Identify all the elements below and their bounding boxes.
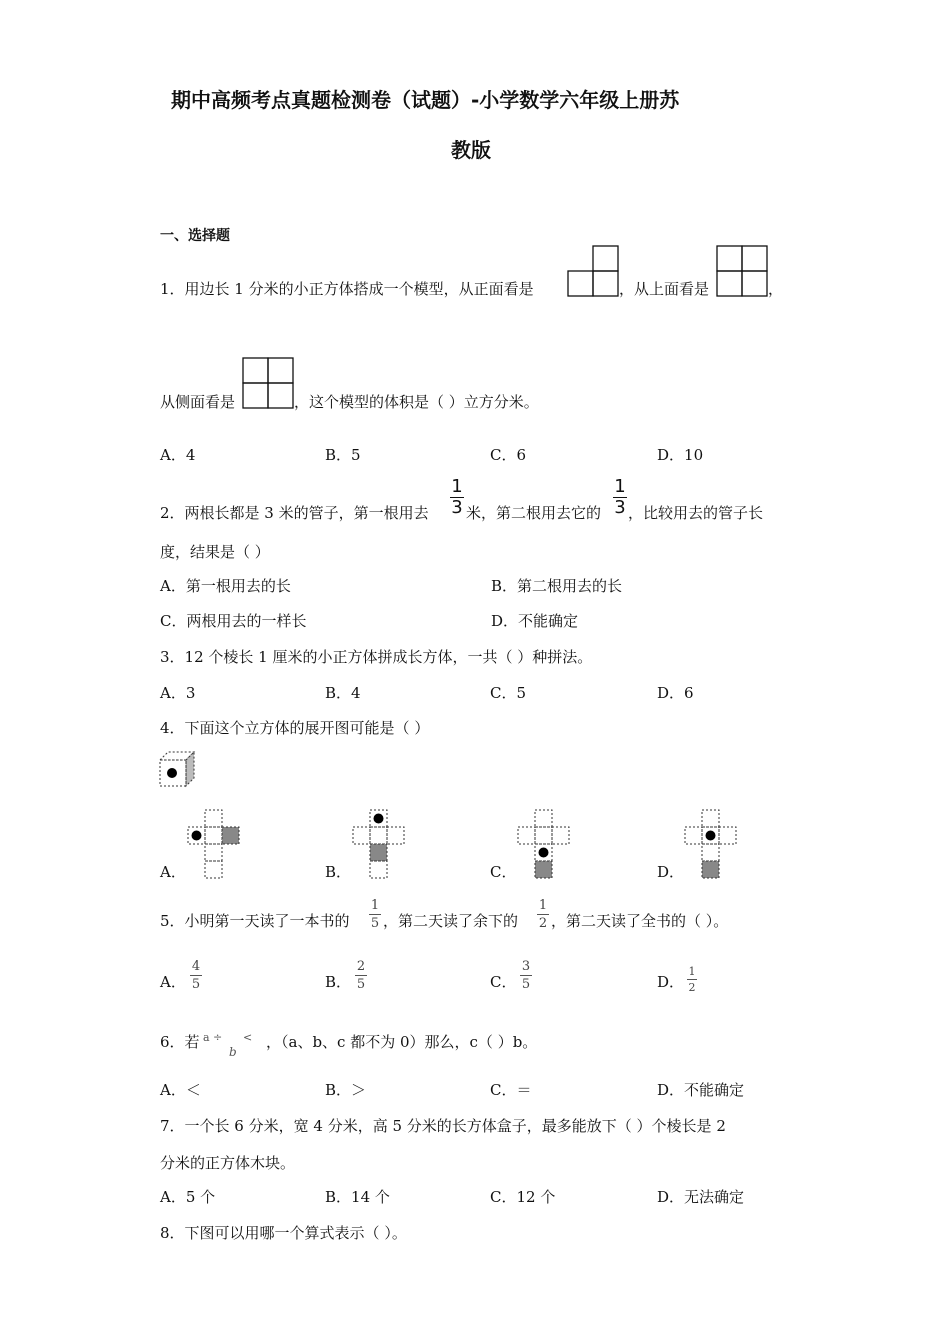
q6-option-c[interactable]: C．＝	[490, 1081, 532, 1099]
q3-option-b[interactable]: B．4	[325, 684, 361, 702]
q5-option-a-num: 4	[191, 959, 201, 974]
q4-option-d[interactable]: D．	[657, 863, 685, 881]
q5-option-d[interactable]: D．	[657, 973, 685, 991]
q6-expr-b: b	[229, 1045, 237, 1059]
side-view-figure	[242, 357, 294, 409]
q2-fraction-1	[450, 478, 464, 517]
q8-text: 8．下图可以用哪一个算式表示（ ）。	[160, 1224, 407, 1242]
q7-option-d[interactable]: D．无法确定	[657, 1188, 745, 1206]
q5-option-a[interactable]: A．	[160, 973, 186, 991]
q3-text: 3．12 个棱长 1 厘米的小正方体拼成长方体，一共（ ）种拼法。	[160, 648, 593, 666]
q1-option-b[interactable]: B．5	[325, 446, 361, 464]
q4-net-c	[516, 809, 572, 879]
q5-text-a: 5．小明第一天读了一本书的	[160, 912, 350, 930]
section-heading: 一、选择题	[160, 228, 230, 244]
q5-option-b-num: 2	[356, 959, 366, 974]
q5-option-b[interactable]: B．	[325, 973, 352, 991]
q5-fraction-1-den: 5	[370, 916, 380, 931]
q5-fraction-1	[369, 899, 381, 930]
q1-text-b: ，从上面看是	[619, 280, 710, 298]
q2-option-a[interactable]: A．第一根用去的长	[160, 577, 291, 595]
q7-option-b[interactable]: B．14 个	[325, 1188, 390, 1206]
q1-text-c: ，	[768, 280, 784, 298]
q1-text-e: ，这个模型的体积是（ ）立方分米。	[294, 393, 539, 411]
q2-fraction-2-num: 1	[614, 476, 626, 497]
q5-option-c[interactable]: C．	[490, 973, 517, 991]
q3-option-a[interactable]: A．3	[160, 684, 196, 702]
q4-net-d	[683, 809, 739, 879]
q1-option-c[interactable]: C．6	[490, 446, 527, 464]
q5-option-a-den: 5	[191, 977, 201, 992]
page-title-line1: 期中高频考点真题检测卷（试题）-小学数学六年级上册苏	[171, 88, 680, 112]
q5-option-b-fraction	[355, 960, 367, 991]
q3-option-c[interactable]: C．5	[490, 684, 527, 702]
q2-option-b[interactable]: B．第二根用去的长	[491, 577, 623, 595]
q3-option-d[interactable]: D．6	[657, 684, 694, 702]
q1-text-d: 从侧面看是	[160, 393, 236, 411]
q6-text-b: ，（a、b、c 都不为 0）那么，c（ ）b。	[266, 1033, 538, 1051]
q4-net-b	[351, 809, 407, 879]
q5-option-c-fraction	[520, 960, 532, 991]
q2-text-c: ，比较用去的管子长	[628, 504, 764, 522]
q4-net-a	[186, 809, 242, 879]
q6-option-d[interactable]: D．不能确定	[657, 1081, 745, 1099]
cube-figure	[158, 750, 198, 788]
q5-option-d-num: 1	[688, 965, 696, 978]
q5-fraction-2	[537, 899, 549, 930]
q5-fraction-1-num: 1	[370, 898, 380, 913]
q6-option-a[interactable]: A．＜	[160, 1081, 201, 1099]
q2-fraction-1-den: 3	[451, 497, 463, 518]
q4-option-a[interactable]: A．	[160, 863, 186, 881]
q4-option-b[interactable]: B．	[325, 863, 352, 881]
q7-option-c[interactable]: C．12 个	[490, 1188, 556, 1206]
q5-fraction-2-den: 2	[538, 916, 548, 931]
q2-text-d: 度，结果是（ ）	[160, 543, 270, 561]
q7-text-a: 7．一个长 6 分米，宽 4 分米，高 5 分米的长方体盒子，最多能放下（ ）个棱长是 2	[160, 1117, 726, 1135]
q5-option-d-fraction	[687, 966, 697, 993]
q5-fraction-2-num: 1	[538, 898, 548, 913]
q5-text-c: ，第二天读了全书的（ ）。	[551, 912, 729, 930]
q2-text-a: 2．两根长都是 3 米的管子，第一根用去	[160, 504, 429, 522]
q5-option-d-den: 2	[688, 981, 696, 994]
q4-option-c[interactable]: C．	[490, 863, 517, 881]
q2-option-d[interactable]: D．不能确定	[491, 612, 579, 630]
q1-text-a: 1．用边长 1 分米的小正方体搭成一个模型，从正面看是	[160, 280, 534, 298]
q6-expr-lt: <	[243, 1031, 253, 1044]
q6-text-a: 6．若	[160, 1033, 200, 1051]
q2-fraction-2	[613, 478, 627, 517]
q5-option-b-den: 5	[356, 977, 366, 992]
q4-text: 4．下面这个立方体的展开图可能是（ ）	[160, 719, 430, 737]
q7-option-a[interactable]: A．5 个	[160, 1188, 216, 1206]
page-title-line2: 教版	[451, 138, 491, 162]
q2-option-c[interactable]: C．两根用去的一样长	[160, 612, 307, 630]
top-view-figure	[716, 245, 768, 297]
q2-fraction-2-den: 3	[614, 497, 626, 518]
q5-option-c-den: 5	[521, 977, 531, 992]
q7-text-b: 分米的正方体木块。	[160, 1154, 296, 1172]
q2-fraction-1-num: 1	[451, 476, 463, 497]
q5-text-b: ，第二天读了余下的	[383, 912, 519, 930]
q5-option-a-fraction	[190, 960, 202, 991]
q1-option-a[interactable]: A．4	[160, 446, 196, 464]
q5-option-c-num: 3	[521, 959, 531, 974]
q2-text-b: 米，第二根用去它的	[466, 504, 602, 522]
q6-expr-a: a ÷	[203, 1031, 223, 1044]
q1-option-d[interactable]: D．10	[657, 446, 704, 464]
q6-option-b[interactable]: B．＞	[325, 1081, 367, 1099]
front-view-figure	[567, 245, 619, 297]
